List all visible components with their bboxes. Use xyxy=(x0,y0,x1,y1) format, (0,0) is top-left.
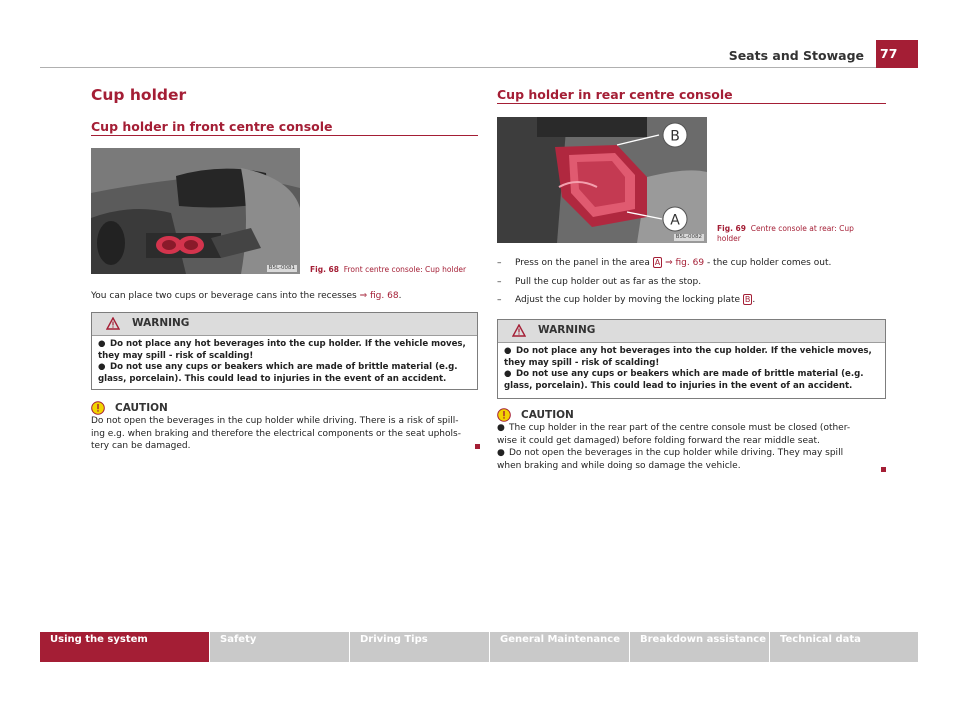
step-2: – Pull the cup holder out as far as the stop. xyxy=(497,277,702,287)
section-end-mark xyxy=(881,467,886,472)
figure-68-label: Fig. 68 xyxy=(310,265,339,274)
warning-item-rear-1: ● Do not place any hot beverages into the cup holder. If the vehicle moves, they may spill - risk of scalding! xyxy=(504,346,872,368)
figure-69-code: B5L-0082 xyxy=(675,234,702,240)
warning-header-front xyxy=(92,313,477,336)
step-3: – Adjust the cup holder by moving the locking plate B . xyxy=(497,295,756,305)
header-rule xyxy=(40,67,876,68)
tab-general-maintenance[interactable]: General Maintenance xyxy=(490,632,629,662)
section-title: Cup holder xyxy=(91,86,187,104)
subsection-rule-front xyxy=(91,135,478,136)
caution-icon xyxy=(91,401,105,415)
caution-icon xyxy=(497,408,511,422)
warning-item-rear-2: ● Do not use any cups or beakers which are made of brittle material (e.g. glass, porcelain). This could lead to injuries in the event of an accident. xyxy=(504,369,864,391)
warning-item-front-1: ● Do not place any hot beverages into the cup holder. If the vehicle moves, they may spill - risk of scalding! xyxy=(98,339,466,361)
warning-title-rear: WARNING xyxy=(538,324,596,336)
warning-box-rear xyxy=(497,319,886,399)
step-dash: – xyxy=(497,277,502,287)
caution-item-rear-2: ● Do not open the beverages in the cup holder while driving. They may spill xyxy=(497,448,844,458)
step-dash: – xyxy=(497,295,502,305)
subsection-title-front: Cup holder in front centre console xyxy=(91,119,333,134)
intro-text: You can place two cups or beverage cans into the recesses xyxy=(91,291,357,301)
figure-68-caption xyxy=(310,265,466,275)
figure-68-caption-text: Front centre console: Cup holder xyxy=(343,265,467,274)
tab-technical-data[interactable]: Technical data xyxy=(770,632,918,662)
figure-68-photo xyxy=(91,148,300,274)
warning-box-front xyxy=(91,312,478,390)
tab-using-the-system[interactable]: Using the system xyxy=(40,632,209,662)
caution-item-rear-1: ● The cup holder in the rear part of the centre console must be closed (other- xyxy=(497,423,851,433)
figure-69-caption: Fig. 69 Centre console at rear: Cup holder xyxy=(717,224,854,243)
marker-a-ref: A xyxy=(654,258,661,267)
chapter-title: Seats and Stowage xyxy=(728,48,864,63)
tab-breakdown-assistance[interactable]: Breakdown assistance xyxy=(630,632,769,662)
caution-title-rear: CAUTION xyxy=(521,409,574,421)
intro-paragraph: You can place two cups or beverage cans into the recesses ⇒ fig. 68. xyxy=(91,291,402,301)
warning-triangle-icon xyxy=(106,317,120,330)
page-number: 77 xyxy=(876,40,918,68)
fig-68-link[interactable]: ⇒ fig. 68 xyxy=(359,291,399,301)
tab-safety[interactable]: Safety xyxy=(210,632,349,662)
figure-69-marker-b: B xyxy=(670,128,680,145)
section-end-mark xyxy=(475,444,480,449)
warning-triangle-icon xyxy=(512,324,526,337)
marker-b-ref: B xyxy=(744,295,751,304)
tab-driving-tips[interactable]: Driving Tips xyxy=(350,632,489,662)
fig-69-link[interactable]: ⇒ fig. 69 xyxy=(665,258,705,268)
subsection-rule-rear xyxy=(497,103,886,104)
figure-69-label: Fig. 69 xyxy=(717,224,746,233)
subsection-title-rear: Cup holder in rear centre console xyxy=(497,87,733,102)
step-dash: – xyxy=(497,258,502,268)
caution-title-front: CAUTION xyxy=(115,402,168,414)
warning-header-rear xyxy=(498,320,885,343)
figure-69-marker-a: A xyxy=(670,212,680,229)
caution-text-front: Do not open the beverages in the cup holder while driving. There is a risk of spill- ing e.g. when braking and therefore the electrical components or the seat uphols- tery can be damaged. xyxy=(91,416,461,451)
warning-title-front: WARNING xyxy=(132,317,190,329)
figure-69-photo xyxy=(497,117,707,243)
warning-item-front-2: ● Do not use any cups or beakers which are made of brittle material (e.g. glass, porcelain). This could lead to injuries in the event of an accident. xyxy=(98,362,458,384)
step-1: – Press on the panel in the area A ⇒ fig. 69 - the cup holder comes out. xyxy=(497,258,832,268)
figure-68-code: B5L-0081 xyxy=(268,265,295,271)
caution-text-rear: ● The cup holder in the rear part of the centre console must be closed (other- wise it could get damaged) before folding forward the rear middle seat. ● Do not open the beverages in the cup holder while driving. They may spill when braking and while doing so damage the vehicle. xyxy=(497,422,892,472)
